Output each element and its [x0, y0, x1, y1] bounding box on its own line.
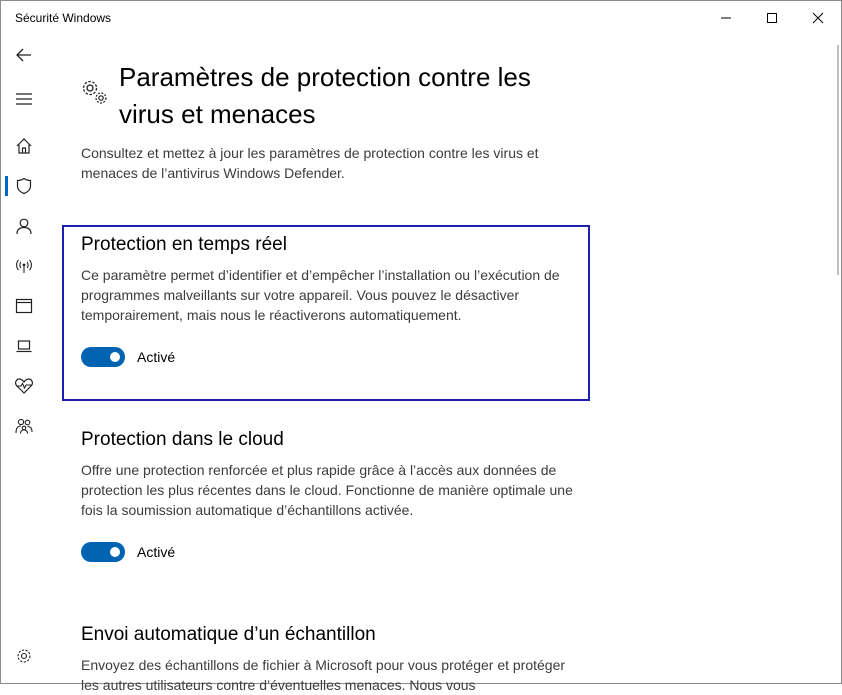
hamburger-menu-icon [15, 91, 33, 107]
laptop-icon [15, 337, 33, 355]
page-title: Paramètres de protection contre les virus et menaces [119, 62, 531, 129]
back-arrow-icon [14, 45, 34, 65]
heart-pulse-icon [14, 377, 34, 395]
toggle-knob [110, 547, 120, 557]
maximize-icon [766, 12, 778, 24]
nav-app-browser-control[interactable] [1, 286, 47, 326]
section-description: Ce paramètre permet d’identifier et d’empêcher l’installation ou l’exécution de programmes malveillants sur votre appareil. Vous pouvez le désactiver temporairement, mais nous le réactiverons automatiquement. [81, 267, 560, 323]
section-description: Offre une protection renforcée et plus rapide grâce à l’accès aux données de protection les plus récentes dans le cloud. Fonctionne de manière optimale une fois la soumission automatique d’échantillons activée. [81, 462, 573, 518]
minimize-icon [720, 12, 732, 24]
title-bar [1, 1, 841, 35]
scrollbar[interactable] [835, 35, 841, 683]
section-description: Envoyez des échantillons de fichier à Microsoft pour vous protéger et protéger les autres utilisateurs contre d’éventuelles menaces. Nous vous [81, 657, 566, 693]
toggle-state-label: Activé [137, 544, 176, 560]
section-sample-submission [81, 623, 581, 695]
nav-firewall-network[interactable] [1, 246, 47, 286]
browser-window-icon [15, 297, 33, 315]
scrollbar-thumb[interactable] [837, 45, 839, 275]
sidebar [1, 35, 47, 683]
section-title: Protection dans le cloud [81, 429, 284, 450]
nav-home[interactable] [1, 126, 47, 166]
menu-button[interactable] [1, 79, 47, 119]
window-title: Sécurité Windows [15, 11, 112, 25]
cloud-protection-toggle[interactable] [81, 542, 125, 562]
toggle-state-label: Activé [137, 349, 176, 365]
section-cloud-protection [81, 428, 581, 560]
maximize-button[interactable] [749, 1, 795, 35]
nav-virus-protection[interactable] [1, 166, 47, 206]
section-title: Protection en temps réel [81, 234, 287, 255]
family-icon [14, 417, 34, 435]
minimize-button[interactable] [703, 1, 749, 35]
nav-account-protection[interactable] [1, 206, 47, 246]
person-icon [15, 217, 33, 235]
focus-highlight [62, 225, 590, 401]
gear-icon [15, 647, 33, 665]
home-icon [15, 137, 33, 155]
nav-settings[interactable] [1, 636, 47, 676]
close-button[interactable] [795, 1, 841, 35]
settings-gears-icon [81, 79, 109, 107]
wireless-antenna-icon [15, 257, 33, 275]
nav-device-security[interactable] [1, 326, 47, 366]
back-button[interactable] [1, 35, 47, 75]
close-icon [812, 12, 824, 24]
nav-family-options[interactable] [1, 406, 47, 446]
nav-device-performance[interactable] [1, 366, 47, 406]
shield-icon [15, 177, 33, 195]
toggle-row [81, 542, 175, 562]
section-title: Envoi automatique d’un échantillon [81, 624, 376, 645]
page-intro: Consultez et mettez à jour les paramètres de protection contre les virus et menaces de l’antivirus Windows Defender. [81, 145, 539, 181]
